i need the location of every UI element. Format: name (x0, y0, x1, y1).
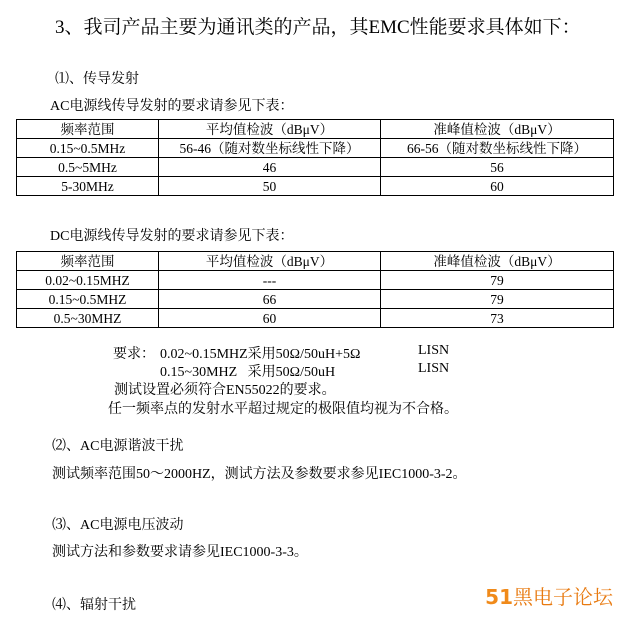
table-cell: 0.15~0.5MHZ (17, 290, 159, 309)
table-cell: 0.5~30MHZ (17, 309, 159, 328)
table-header-row (17, 120, 614, 139)
table-cell: 73 (381, 309, 614, 328)
table-row (17, 309, 614, 328)
req-label: 要求： (113, 347, 155, 362)
watermark-number: 51 (485, 585, 513, 609)
header-cell: 平均值检波（dBμV） (159, 120, 381, 139)
ac-emission-table (16, 119, 614, 196)
sec2-text: 测试频率范围50～2000HZ，测试方法及参数要求参见IEC1000-3-2。 (52, 467, 467, 482)
ac-table-intro: AC电源线传导发射的要求请参见下表： (50, 99, 294, 114)
req-line1-lisn: LISN (418, 343, 450, 358)
req-line3: 测试设置必须符合EN55022的要求。 (114, 383, 336, 398)
table-cell: 56-46（随对数坐标线性下降） (159, 139, 381, 158)
table-cell: 0.02~0.15MHZ (17, 271, 159, 290)
header-cell: 频率范围 (17, 120, 159, 139)
table-cell: 0.15~0.5MHz (17, 139, 159, 158)
table-cell: 56 (381, 158, 614, 177)
watermark-text: 黑电子论坛 (513, 585, 613, 609)
table-cell: 79 (381, 290, 614, 309)
table-cell: 66 (159, 290, 381, 309)
header-cell: 准峰值检波（dBμV） (381, 120, 614, 139)
req-line2: 0.15~30MHZ 采用50Ω/50uH (160, 365, 336, 380)
table-cell: 60 (381, 177, 614, 196)
header-cell: 平均值检波（dBμV） (159, 252, 381, 271)
sec3-title: ⑶、AC电源电压波动 (52, 518, 184, 533)
sec4-title: ⑷、辐射干扰 (52, 598, 136, 613)
table-row (17, 158, 614, 177)
header-cell: 准峰值检波（dBμV） (381, 252, 614, 271)
table-cell: 60 (159, 309, 381, 328)
table-cell: --- (159, 271, 381, 290)
req-line4: 任一频率点的发射水平超过规定的极限值均视为不合格。 (108, 402, 458, 417)
table-cell: 79 (381, 271, 614, 290)
header-cell: 频率范围 (17, 252, 159, 271)
dc-table-intro: DC电源线传导发射的要求请参见下表： (50, 229, 294, 244)
sec2-title: ⑵、AC电源谐波干扰 (52, 439, 184, 454)
dc-emission-table (16, 251, 614, 328)
req-line2-lisn: LISN (418, 361, 450, 376)
req-line1: 0.02~0.15MHZ采用50Ω/50uH+5Ω (160, 347, 361, 362)
watermark-logo (485, 581, 613, 610)
section-heading: 3、我司产品主要为通讯类的产品，其EMC性能要求具体如下： (55, 17, 581, 38)
table-cell: 0.5~5MHz (17, 158, 159, 177)
table-row (17, 139, 614, 158)
table-header-row (17, 252, 614, 271)
table-cell: 50 (159, 177, 381, 196)
table-row (17, 177, 614, 196)
table-cell: 5-30MHz (17, 177, 159, 196)
table-row (17, 290, 614, 309)
sec1-title: ⑴、传导发射 (55, 72, 139, 87)
table-row (17, 271, 614, 290)
sec3-text: 测试方法和参数要求请参见IEC1000-3-3。 (52, 545, 308, 560)
table-cell: 66-56（随对数坐标线性下降） (381, 139, 614, 158)
table-cell: 46 (159, 158, 381, 177)
